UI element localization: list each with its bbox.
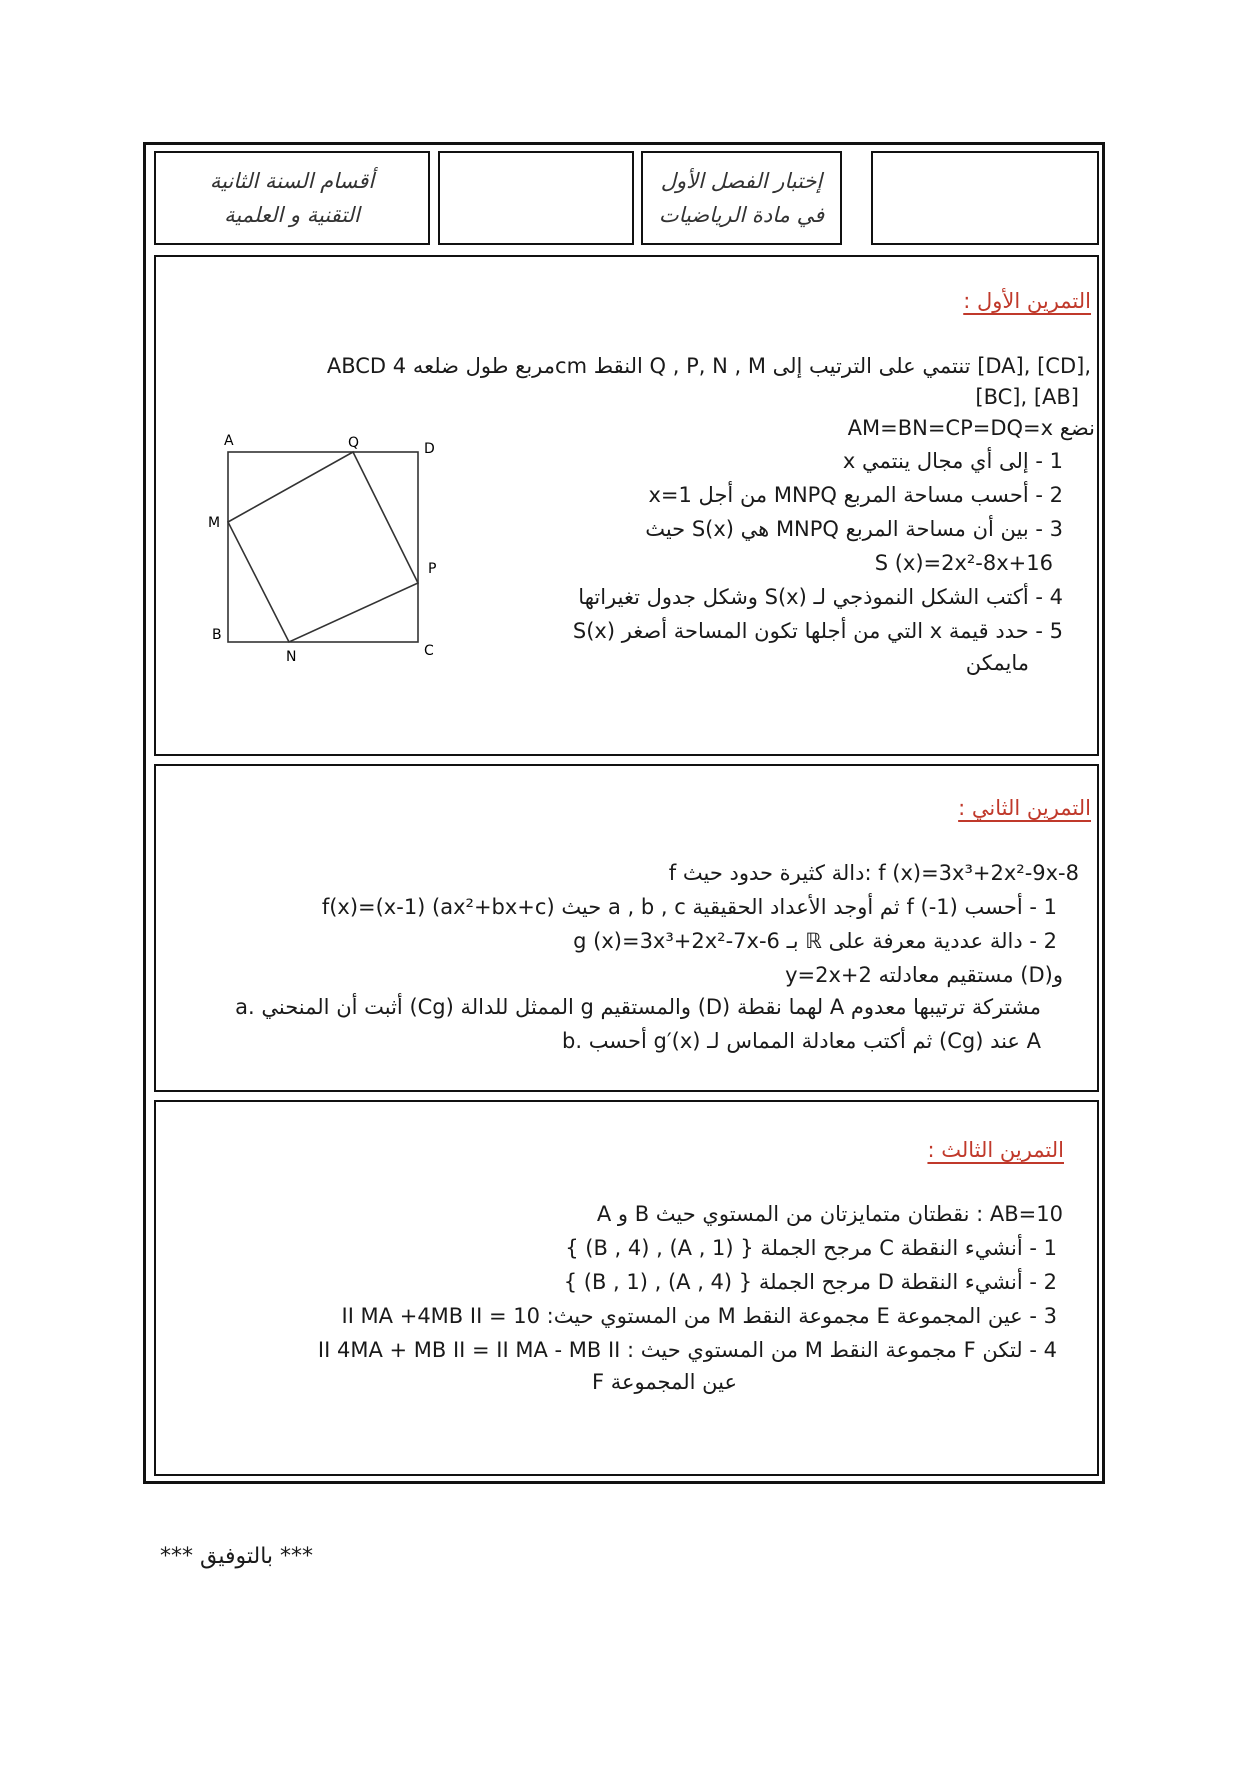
ex3-line-1: A و B نقطتان متمايزتان من المستوي حيث : AB=10 (596, 1202, 1063, 1226)
ex2-question-1: 1 - أحسب f (-1) ثم أوجد الأعداد الحقيقية a , b , c حيث f(x)=(x-1) (ax²+bx+c) (321, 895, 1057, 919)
square-figure (206, 433, 466, 683)
classes-line-2: التقنية و العلمية (224, 203, 360, 227)
ex2-question-2-line: و(D) مستقيم معادلته y=2x+2 (785, 963, 1063, 987)
exercise-2-title: التمرين الثاني : (958, 796, 1091, 820)
ex2-question-2: 2 - دالة عددية معرفة على ℝ بـ g (x)=3x³+2x²-7x-6 (573, 929, 1057, 953)
ex2-question-b: b. أحسب g′(x) ثم أكتب معادلة المماس لـ (Cg) عند A (562, 1029, 1041, 1053)
ex1-question-4: 4 - أكتب الشكل النموذجي لـ S(x) وشكل جدول تغيراتها (578, 585, 1063, 609)
ex1-line-1: ABCD مربع طول ضلعه 4cm النقط Q , P, N , M تنتمي على الترتيب إلى [DA], [CD], (326, 354, 1091, 378)
label-d: D (424, 441, 435, 457)
ex1-line-3: نضع AM=BN=CP=DQ=x (847, 416, 1095, 440)
ex3-question-4: 4 - لتكن F مجموعة النقط M من المستوي حيث : II 4MA + MB II = II MA - MB II (317, 1338, 1057, 1362)
header-exam (659, 164, 824, 232)
ex1-question-2: 2 - أحسب مساحة المربع MNPQ من أجل x=1 (648, 483, 1063, 507)
exam-line-1: إختبار الفصل الأول (660, 169, 823, 193)
label-q: Q (348, 435, 360, 451)
exercise-2-box (154, 764, 1099, 1092)
ex3-question-4-cont: عين المجموعة F (591, 1370, 737, 1394)
exercise-3-title: التمرين الثالث : (927, 1138, 1064, 1162)
exercise-3-box (154, 1100, 1099, 1476)
ex3-question-3: 3 - عين المجموعة E مجموعة النقط M من المستوي حيث: II MA +4MB II = 10 (341, 1304, 1057, 1328)
ex1-question-1: 1 - إلى أي مجال ينتمي x (842, 449, 1063, 473)
classes-line-1: أقسام السنة الثانية (209, 169, 375, 193)
header-classes-box (154, 151, 430, 245)
square-abcd (228, 452, 418, 642)
header-exam-box (641, 151, 842, 245)
ex2-question-a: a. أثبت أن المنحني (Cg) الممثل للدالة g والمستقيم (D) لهما نقطة A مشتركة ترتيبها معدوم (235, 995, 1041, 1019)
ex1-question-5: 5 - حدد قيمة x التي من أجلها تكون المساحة أصغر S(x) (572, 619, 1063, 643)
label-c: C (424, 643, 434, 659)
exam-line-2: في مادة الرياضيات (658, 203, 825, 227)
footer-wish: *** بالتوفيق *** (160, 1544, 314, 1569)
label-m: M (208, 515, 221, 531)
ex1-question-3-formula: S (x)=2x²-8x+16 (874, 551, 1053, 575)
exercise-1-title: التمرين الأول : (963, 289, 1091, 313)
label-a: A (224, 433, 234, 449)
header-classes (210, 164, 374, 232)
header-empty-box (438, 151, 634, 245)
ex1-question-3: 3 - بين أن مساحة المربع MNPQ هي S(x) حيث (645, 517, 1063, 541)
exercise-1-box (154, 255, 1099, 756)
ex2-line-1: f دالة كثيرة حدود حيث: f (x)=3x³+2x²-9x-8 (668, 861, 1079, 885)
ex1-line-2: [BC], [AB] (975, 385, 1079, 409)
label-n: N (286, 649, 297, 665)
square-mnpq (228, 452, 418, 642)
exam-frame (143, 142, 1105, 1484)
ex3-question-1: 1 - أنشيء النقطة C مرجح الجملة { (A , 1) , (B , 4) } (565, 1236, 1057, 1260)
header-right-box (871, 151, 1099, 245)
label-p: P (428, 561, 437, 577)
ex3-question-2: 2 - أنشيء النقطة D مرجح الجملة { (A , 4) , (B , 1) } (563, 1270, 1057, 1294)
label-b: B (212, 627, 222, 643)
ex1-question-5-cont: مايمكن (965, 651, 1029, 675)
